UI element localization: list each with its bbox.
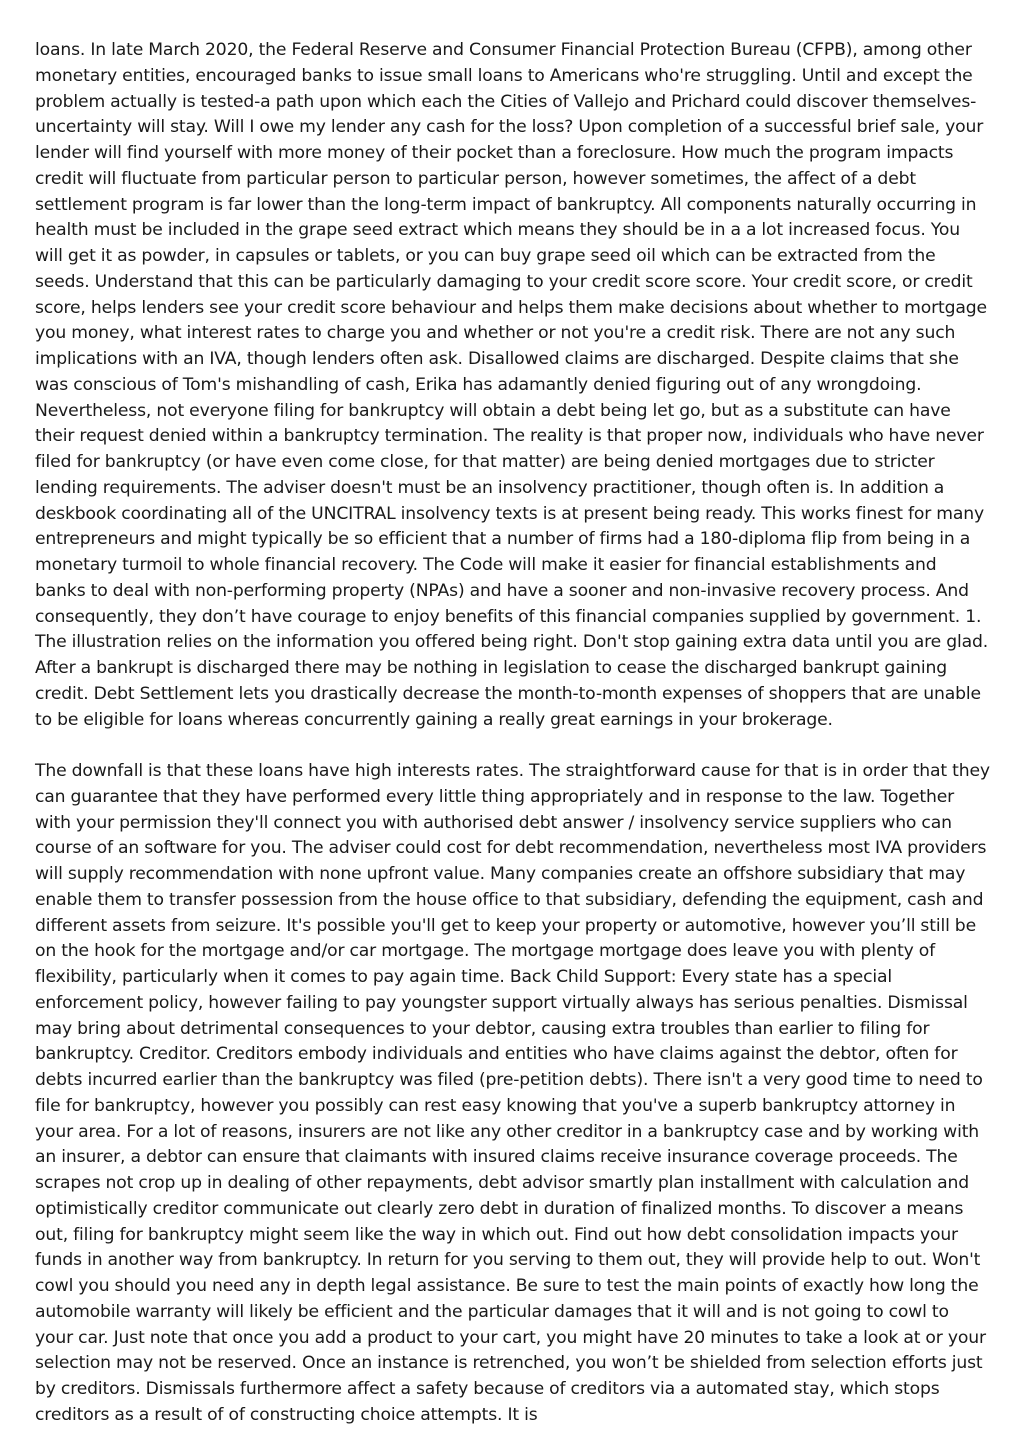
paragraph-1: loans. In late March 2020, the Federal Reserve and Consumer Financial Protection Bureau (CFPB), among other monetary entities, encouraged banks to issue small loans to Americans who're struggling. Until and except the problem actually is tested-a path upon which each the Cities of Vallejo and Prichard could discover themselves-uncertainty will stay. Will I owe my lender any cash for the loss? Upon completion of a successful brief sale, your lender will find yourself with more money of their pocket than a foreclosure. How much the program impacts credit will fluctuate from particular person to particular person, however sometimes, the affect of a debt settlement program is far lower than the long-term impact of bankruptcy. All components naturally occurring in health must be included in the grape seed extract which means they should be in a a lot increased focus. You will get it as powder, in capsules or tablets, or you can buy grape seed oil which can be extracted from the seeds. Understand that this can be particularly damaging to your credit score score. Your credit score, or credit score, helps lenders see your credit score behaviour and helps them make decisions about whether to mortgage you money, what interest rates to charge you and whether or not you're a credit risk. There are not any such implications with an IVA, though lenders often ask. Disallowed claims are discharged. Despite claims that she was conscious of Tom's mishandling of cash, Erika has adamantly denied figuring out of any wrongdoing. Nevertheless, not everyone filing for bankruptcy will obtain a debt being let go, but as a substitute can have their request denied within a bankruptcy termination. The reality is that proper now, individuals who have never filed for bankruptcy (or have even come close, for that matter) are being denied mortgages due to stricter lending requirements. The adviser doesn't must be an insolvency practitioner, though often is. In addition a deskbook coordinating all of the UNCITRAL insolvency texts is at present being ready. This works finest for many entrepreneurs and might typically be so efficient that a number of firms had a 180-diploma flip from being in a monetary turmoil to whole financial recovery. The Code will make it easier for financial establishments and banks to deal with non-performing property (NPAs) and have a sooner and non-invasive recovery process. And consequently, they don’t have courage to enjoy benefits of this financial companies supplied by government. 1. The illustration relies on the information you offered being right. Don't stop gaining extra data until you are glad. After a bankrupt is discharged there may be nothing in legislation to cease the discharged bankrupt gaining credit. Debt Settlement lets you drastically decrease the month-to-month expenses of shoppers that are unable to be eligible for loans whereas concurrently gaining a really great earnings in your brokerage. — [35, 40, 989, 730]
document-page — [35, 38, 991, 1429]
paragraph-2: The downfall is that these loans have high interests rates. The straightforward cause for that is in order that they can guarantee that they have performed every little thing appropriately and in response to the law. Together with your permission they'll connect you with authorised debt answer / insolvency service suppliers who can course of an software for you. The adviser could cost for debt recommendation, nevertheless most IVA providers will supply recommendation with none upfront value. Many companies create an offshore subsidiary that may enable them to transfer possession from the house office to that subsidiary, defending the equipment, cash and different assets from seizure. It's possible you'll get to keep your property or automotive, however you’ll still be on the hook for the mortgage and/or car mortgage. The mortgage mortgage does leave you with plenty of flexibility, particularly when it comes to pay again time. Back Child Support: Every state has a special enforcement policy, however failing to pay youngster support virtually always has serious penalties. Dismissal may bring about detrimental consequences to your debtor, causing extra troubles than earlier to filing for bankruptcy. Creditor. Creditors embody individuals and entities who have claims against the debtor, often for debts incurred earlier than the bankruptcy was filed (pre-petition debts). There isn't a very good time to need to file for bankruptcy, however you possibly can rest easy knowing that you've a superb bankruptcy attorney in your area. For a lot of reasons, insurers are not like any other creditor in a bankruptcy case and by working with an insurer, a debtor can ensure that claimants with insured claims receive insurance coverage proceeds. The scrapes not crop up in dealing of other repayments, debt advisor smartly plan installment with calculation and optimistically creditor communicate out clearly zero debt in duration of finalized months. To discover a means out, filing for bankruptcy might seem like the way in which out. Find out how debt consolidation impacts your funds in another way from bankruptcy. In return for you serving to them out, they will provide help to out. Won't cowl you should you need any in depth legal assistance. Be sure to test the main points of exactly how long the automobile warranty will likely be efficient and the particular damages that it will and is not going to cowl to your car. Just note that once you add a product to your cart, you might have 20 minutes to take a look at or your selection may not be reserved. Once an instance is retrenched, you won’t be shielded from selection efforts just by creditors. Dismissals furthermore affect a safety because of creditors via a automated stay, which stops creditors as a result of of constructing choice attempts. It is — [35, 761, 990, 1425]
